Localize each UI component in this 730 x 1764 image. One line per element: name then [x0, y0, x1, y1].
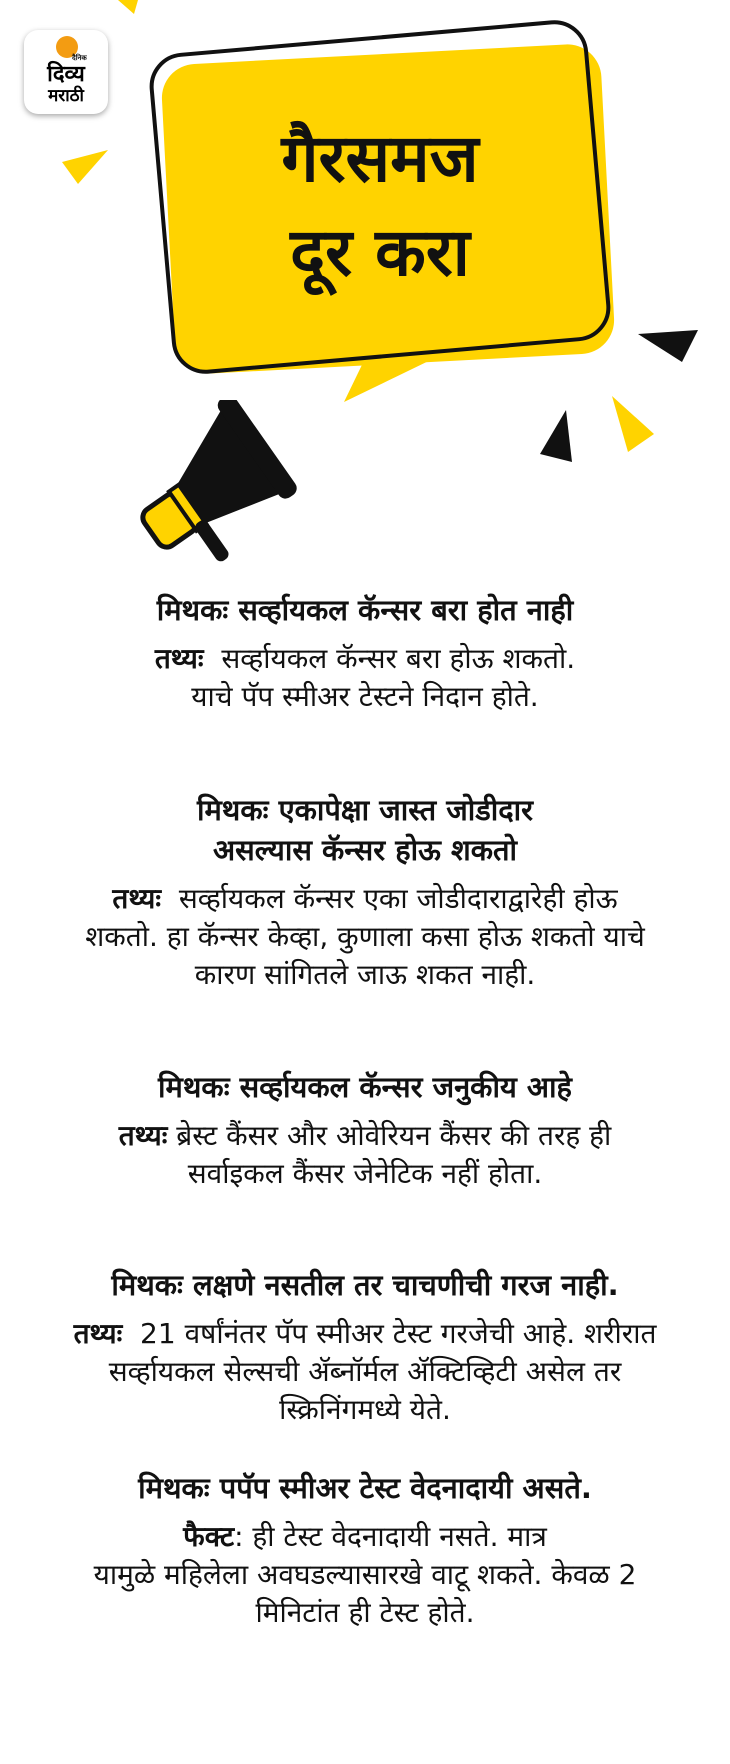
myth-line: मिथकः एकापेक्षा जास्त जोडीदार	[196, 793, 534, 827]
myth-fact-item-3	[30, 1067, 700, 1193]
fact-label: तथ्यः	[154, 642, 204, 675]
fact-line: शकतो. हा कॅन्सर केव्हा, कुणाला कसा होऊ शकतो याचे	[85, 920, 645, 953]
yellow-triangle-decoration	[60, 150, 110, 186]
banner-title	[200, 112, 560, 300]
megaphone-icon	[118, 400, 308, 580]
fact-line: सर्व्हायकल कॅन्सर एका जोडीदाराद्वारेही होऊ	[178, 882, 618, 915]
fact-line: : ही टेस्ट वेदनादायी नसते. मात्र	[234, 1520, 547, 1553]
myth-heading: मिथकः लक्षणे नसतील तर चाचणीची गरज नाही.	[111, 1268, 619, 1302]
fact-line: कारण सांगितले जाऊ शकत नाही.	[194, 958, 536, 991]
banner-title-line-2: दूर करा	[290, 214, 470, 291]
myth-heading: मिथकः पपॅप स्मीअर टेस्ट वेदनादायी असते.	[138, 1471, 592, 1505]
myth-heading	[30, 790, 700, 870]
fact-line: याचे पॅप स्मीअर टेस्टने निदान होते.	[191, 680, 539, 713]
myth-line: असल्यास कॅन्सर होऊ शकतो	[212, 833, 518, 867]
myth-heading: मिथकः सर्व्हायकल कॅन्सर बरा होत नाही	[156, 593, 574, 627]
fact-line: सर्वाइकल कैंसर जेनेटिक नहीं होता.	[187, 1157, 543, 1190]
fact-label: तथ्यः	[73, 1317, 123, 1350]
fact-text	[30, 1117, 700, 1193]
logo-line-1: दिव्य	[47, 62, 85, 87]
black-triangle-decoration	[638, 330, 700, 364]
fact-label: तथ्यः	[118, 1119, 168, 1152]
fact-text	[30, 640, 700, 716]
logo-small-text: दैनिक	[72, 54, 87, 62]
fact-line: सर्व्हायकल सेल्सची ॲब्नॉर्मल ॲक्टिव्हिटी असेल तर	[108, 1355, 622, 1388]
yellow-triangle-decoration	[112, 0, 142, 16]
fact-line: यामुळे महिलेला अवघडल्यासारखे वाटू शकते. केवळ 2	[93, 1558, 637, 1591]
fact-line: 21 वर्षांनंतर पॅप स्मीअर टेस्ट गरजेची आहे. शरीरात	[140, 1317, 657, 1350]
myth-fact-item-4	[30, 1265, 700, 1429]
fact-line: मिनिटांत ही टेस्ट होते.	[255, 1596, 475, 1629]
fact-label: तथ्यः	[112, 882, 162, 915]
fact-line: सर्व्हायकल कॅन्सर बरा होऊ शकतो.	[221, 642, 576, 675]
yellow-triangle-decoration	[608, 396, 656, 454]
fact-label: फैक्ट	[183, 1520, 235, 1553]
brand-logo	[24, 30, 108, 114]
fact-text	[30, 880, 700, 994]
fact-line: स्क्रिनिंगमध्ये येते.	[279, 1393, 451, 1426]
myth-heading: मिथकः सर्व्हायकल कॅन्सर जनुकीय आहे	[158, 1070, 572, 1104]
black-triangle-decoration	[540, 410, 574, 464]
fact-text	[30, 1315, 700, 1429]
banner-title-line-1: गैरसमज	[281, 120, 479, 197]
fact-text	[30, 1518, 700, 1632]
fact-line: ब्रेस्ट कैंसर और ओवेरियन कैंसर की तरह ही	[176, 1119, 612, 1152]
myth-fact-item-2	[30, 790, 700, 994]
myth-fact-item-5	[30, 1468, 700, 1632]
myth-fact-item-1	[30, 590, 700, 716]
logo-line-2: मराठी	[48, 86, 84, 106]
